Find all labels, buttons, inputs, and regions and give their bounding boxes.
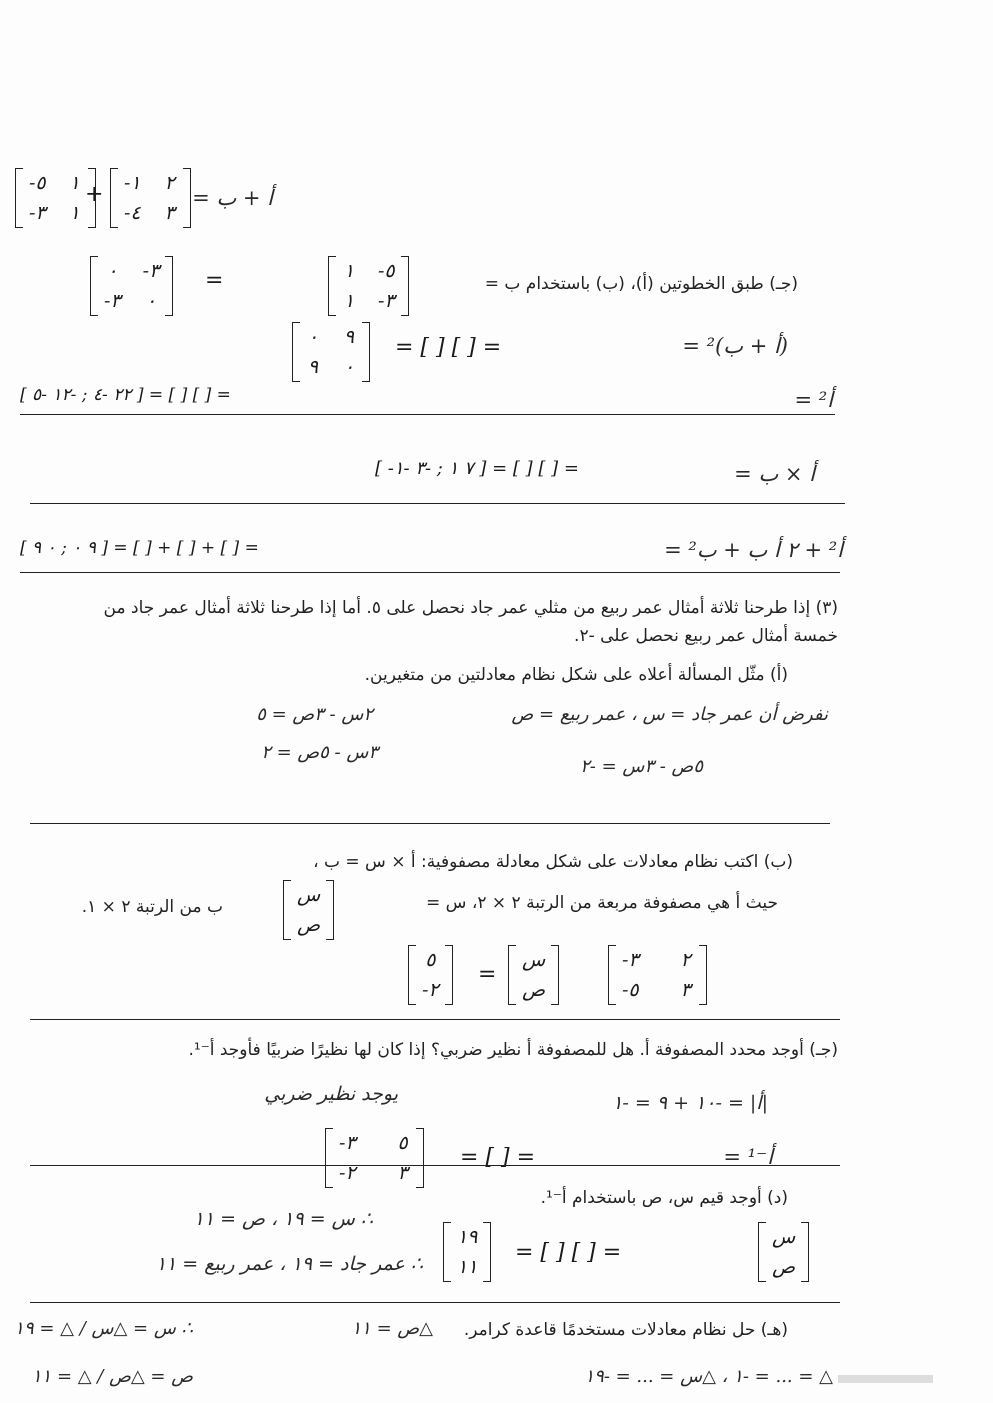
matrix-b: ١ -٥ ١ -٣ (328, 256, 409, 316)
q3e-heading: (هـ) حل نظام معادلات مستخدمًا قاعدة كرامر. (463, 1320, 788, 1340)
q3c-heading: (جـ) أوجد محدد المصفوفة أ. هل للمصفوفة أ نظير ضربي؟ إذا كان لها نظيرًا ضربيًا فأوجد أ⁻¹. (188, 1040, 838, 1060)
q3c-det: |أ| = -١٠ + ٩ = -١ (612, 1092, 768, 1114)
q3-line2: خمسة أمثال عمر ربيع نحصل على -٢. (574, 626, 838, 646)
sq-ab-label: (أ + ب)² = (682, 334, 788, 358)
q3b-b: ب من الرتبة ٢ × ١. (81, 897, 223, 917)
q3b-heading: (ب) اكتب نظام معادلات على شكل معادلة مصفوفية: أ × س = ب ، (313, 852, 793, 872)
matrix-vars-2: س ص (508, 945, 559, 1005)
matrix-vars-3: س ص (758, 1222, 809, 1282)
q3a-eq2: ٣س - ٥ص = ٢ (261, 742, 378, 763)
q3e-delta-y: △ص = ١١ (351, 1318, 433, 1339)
part-c-heading: (جـ) طبق الخطوتين (أ)، (ب) باستخدام ب = (484, 274, 798, 294)
q3a-assume: نفرض أن عمر جاد = س ، عمر ربيع = ص (511, 704, 828, 725)
matrix-coef: -٣ ٢ -٥ ٣ (608, 945, 707, 1005)
divider (20, 572, 840, 573)
matrix-c-result: ٠ -٣ -٣ ٠ (90, 256, 173, 316)
q3e-x: ∴ س = △س / △ = ١٩ (14, 1318, 193, 1339)
q3e-delta: △ = ... = -١ ، △س = ... = -١٩ (584, 1366, 833, 1387)
matrix-rhs: ٥ -٢ (408, 945, 453, 1005)
divider (30, 823, 830, 824)
q3e-y: ص = △ص / △ = ١١ (31, 1366, 193, 1387)
q3d-heading: (د) أوجد قيم س، ص باستخدام أ⁻¹. (540, 1188, 788, 1208)
a-sq-work: [ ٢٢ -٤ ; -١٢ -٥ ] = [ ] [ ] = (20, 385, 231, 405)
scan-mark (838, 1375, 933, 1383)
equals-sign: = (205, 268, 224, 293)
divider (30, 1165, 840, 1166)
matrix-inverse: -٣ ٥ -٢ ٣ (325, 1128, 424, 1188)
expand-label: أ² + ٢ أ ب + ب² = (664, 538, 843, 562)
expand-work: [ ٩ ٠ ; ٠ ٩ ] = [ ] + [ ] + [ ] = (20, 538, 259, 558)
a-b-label: أ × ب = (734, 462, 815, 486)
solution-work: = [ ] [ ] = (515, 1240, 622, 1265)
divider (30, 1302, 840, 1303)
strike-line (20, 414, 835, 415)
matrix-square: ٠ ٩ ٩ ٠ (292, 322, 370, 382)
matrix-vars: س ص (283, 880, 334, 940)
plus-sign: + (85, 182, 104, 207)
q3c-inv-label: أ⁻¹ = (723, 1145, 773, 1169)
divider (30, 503, 845, 504)
a-sq-label: أ² = (794, 388, 833, 412)
matrix-solution: ١٩ ١١ (443, 1222, 491, 1282)
a-b-work: [ -٧ ١ ; -٣ -١ ] = [ ] [ ] = (375, 458, 579, 479)
matrix-ab-sum: -٥ ١ -٣ ١ (15, 168, 96, 228)
q3-line1: (٣) إذا طرحنا ثلاثة أمثال عمر ربيع من مثلي عمر جاد نحصل على ٥. أما إذا طرحنا ثلاثة أمثال عمر جاد من (103, 598, 838, 618)
q3a-eq1: ٢س - ٣ص = ٥ (256, 704, 373, 725)
sum-ab-label: أ + ب = (192, 186, 273, 210)
q3d-ages: ∴ عمر جاد = ١٩ ، عمر ربيع = ١١ (155, 1253, 423, 1275)
equals-sign: = [ ] [ ] = (395, 335, 502, 360)
divider (30, 1019, 840, 1020)
q3d-vals: ∴ س = ١٩ ، ص = ١١ (193, 1208, 373, 1230)
q3a-eq3: ٥ص - ٣س = -٢ (580, 756, 703, 777)
equals-sign: = (478, 962, 497, 987)
q3c-exists: يوجد نظير ضربي (264, 1083, 398, 1105)
q3a-heading: (أ) مثّل المسألة أعلاه على شكل نظام معادلتين من متغيرين. (364, 665, 788, 685)
matrix-a: -١ ٢ -٤ ٣ (110, 168, 191, 228)
equals-sign: = [ ] = (460, 1145, 536, 1170)
q3b-where: حيث أ هي مصفوفة مربعة من الرتبة ٢ × ٢، س = (426, 893, 778, 913)
